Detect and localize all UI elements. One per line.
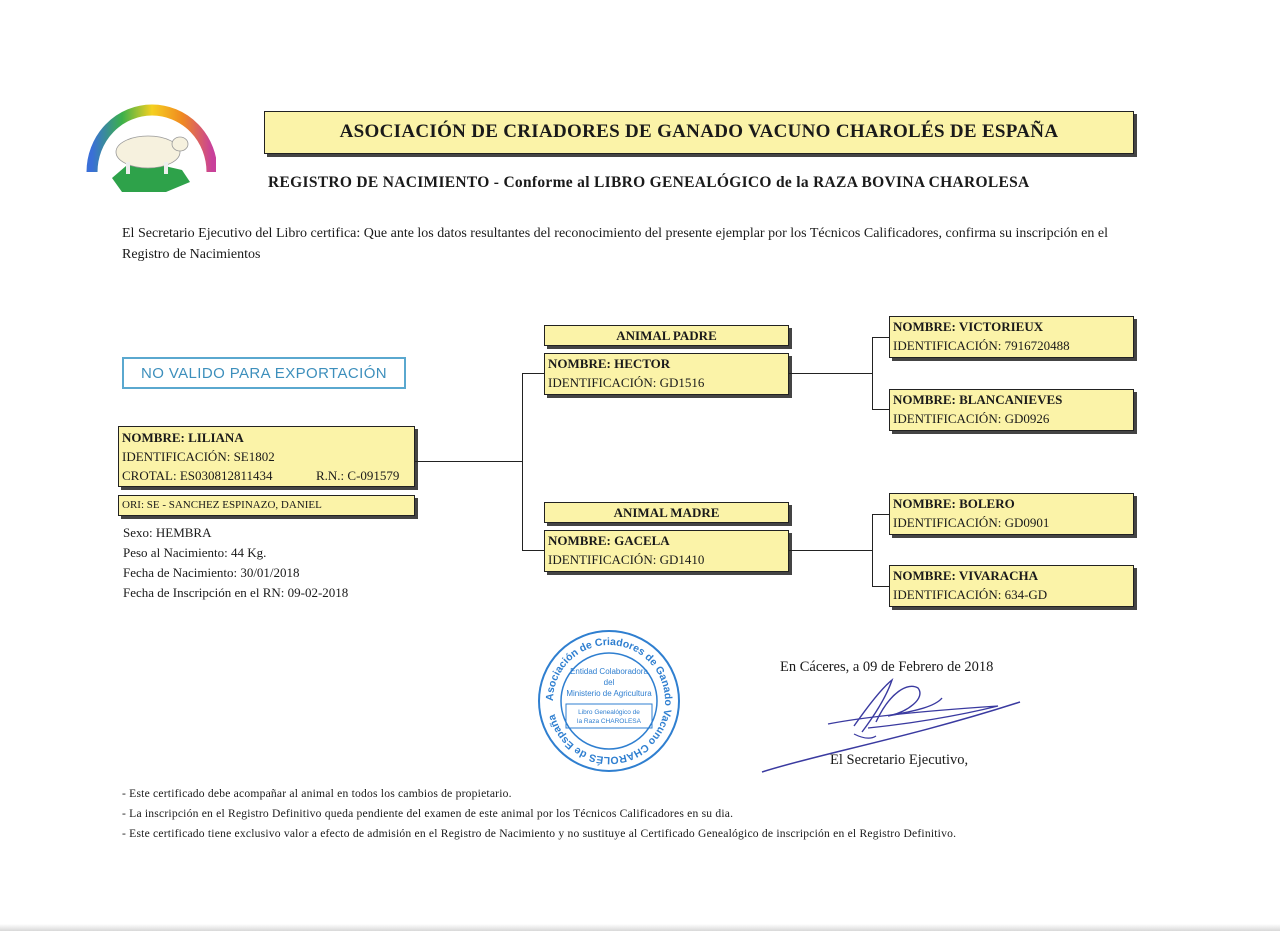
connector xyxy=(872,337,873,410)
mother-box xyxy=(544,530,789,572)
paternal-grandmother-box xyxy=(889,389,1134,431)
father-header: ANIMAL PADRE xyxy=(544,325,789,346)
document-subtitle: REGISTRO DE NACIMIENTO - Conforme al LIBRO GENEALÓGICO de la RAZA BOVINA CHAROLESA xyxy=(268,174,1030,191)
animal-weight: Peso al Nacimiento: 44 Kg. xyxy=(123,545,267,560)
grandparent-name: NOMBRE: VIVARACHA xyxy=(893,568,1039,583)
footer-notes xyxy=(122,784,956,844)
association-title: ASOCIACIÓN DE CRIADORES DE GANADO VACUNO CHAROLÉS DE ESPAÑA xyxy=(264,111,1134,154)
note-item: - Este certificado tiene exclusivo valor a efecto de admisión en el Registro de Nacimiento y no sustituye al Certificado Genealógico de inscripción en el Registro Definitivo. xyxy=(122,827,957,840)
certification-text: El Secretario Ejecutivo del Libro certifica: Que ante los datos resultantes del reconocimiento del presente ejemplar por los Técnicos Calificadores, confirma su inscripción en el Registro de Nacimientos xyxy=(122,226,1108,262)
signature-role: El Secretario Ejecutivo, xyxy=(830,752,969,768)
connector xyxy=(872,514,889,515)
paternal-grandfather-box xyxy=(889,316,1134,358)
animal-name: NOMBRE: LILIANA xyxy=(122,430,244,445)
connector xyxy=(872,586,889,587)
connector xyxy=(872,337,889,338)
maternal-grandmother-box xyxy=(889,565,1134,607)
signature-place-date: En Cáceres, a 09 de Febrero de 2018 xyxy=(780,659,994,675)
official-seal xyxy=(536,628,682,774)
grandparent-name: NOMBRE: BOLERO xyxy=(893,496,1015,511)
seal-line-3: Ministerio de Agricultura xyxy=(566,689,652,698)
connector xyxy=(522,550,545,551)
animal-box xyxy=(118,426,415,487)
seal-inner-1: Libro Genealógico de xyxy=(578,709,640,716)
export-stamp: NO VALIDO PARA EXPORTACIÓN xyxy=(122,357,406,389)
grandparent-id: IDENTIFICACIÓN: 634-GD xyxy=(893,587,1048,602)
animal-details xyxy=(123,523,348,603)
note-item: - Este certificado debe acompañar al animal en todos los cambios de propietario. xyxy=(122,787,512,800)
animal-crotal: CROTAL: ES030812811434 xyxy=(122,468,273,483)
grandparent-name: NOMBRE: VICTORIEUX xyxy=(893,319,1044,334)
maternal-grandfather-box xyxy=(889,493,1134,535)
seal-ring-text: Asociación de Criadores de Ganado Vacuno CHAROLÉS de España xyxy=(543,635,675,767)
father-id: IDENTIFICACIÓN: GD1516 xyxy=(548,375,705,390)
note-item: - La inscripción en el Registro Definitivo queda pendiente del examen de este animal por los Técnicos Calificadores en su dia. xyxy=(122,807,734,820)
animal-registration-date: Fecha de Inscripción en el RN: 09-02-2018 xyxy=(123,585,349,600)
connector xyxy=(872,514,873,587)
animal-birth-date: Fecha de Nacimiento: 30/01/2018 xyxy=(123,565,300,580)
connector xyxy=(415,461,523,462)
animal-id: IDENTIFICACIÓN: SE1802 xyxy=(122,449,275,464)
animal-rn: R.N.: C-091579 xyxy=(316,468,400,483)
grandparent-id: IDENTIFICACIÓN: GD0901 xyxy=(893,515,1050,530)
father-name: NOMBRE: HECTOR xyxy=(548,356,671,371)
animal-crotal-row xyxy=(119,466,414,485)
grandparent-name: NOMBRE: BLANCANIEVES xyxy=(893,392,1063,407)
connector xyxy=(522,373,545,374)
grandparent-id: IDENTIFICACIÓN: 7916720488 xyxy=(893,338,1070,353)
mother-header: ANIMAL MADRE xyxy=(544,502,789,523)
scan-edge xyxy=(0,924,1280,931)
connector xyxy=(789,373,873,374)
connector xyxy=(522,373,523,551)
seal-line-2: del xyxy=(603,678,615,687)
mother-id: IDENTIFICACIÓN: GD1410 xyxy=(548,552,705,567)
grandparent-id: IDENTIFICACIÓN: GD0926 xyxy=(893,411,1050,426)
connector xyxy=(789,550,873,551)
father-box xyxy=(544,353,789,395)
seal-inner-2: la Raza CHAROLESA xyxy=(577,718,641,725)
mother-name: NOMBRE: GACELA xyxy=(548,533,670,548)
connector xyxy=(872,409,889,410)
animal-sex: Sexo: HEMBRA xyxy=(123,525,212,540)
animal-origin: ORI: SE - SANCHEZ ESPINAZO, DANIEL xyxy=(122,499,322,511)
seal-line-1: Entidad Colaboradora xyxy=(570,667,648,676)
animal-origin-box xyxy=(118,495,415,516)
association-logo xyxy=(86,100,216,196)
